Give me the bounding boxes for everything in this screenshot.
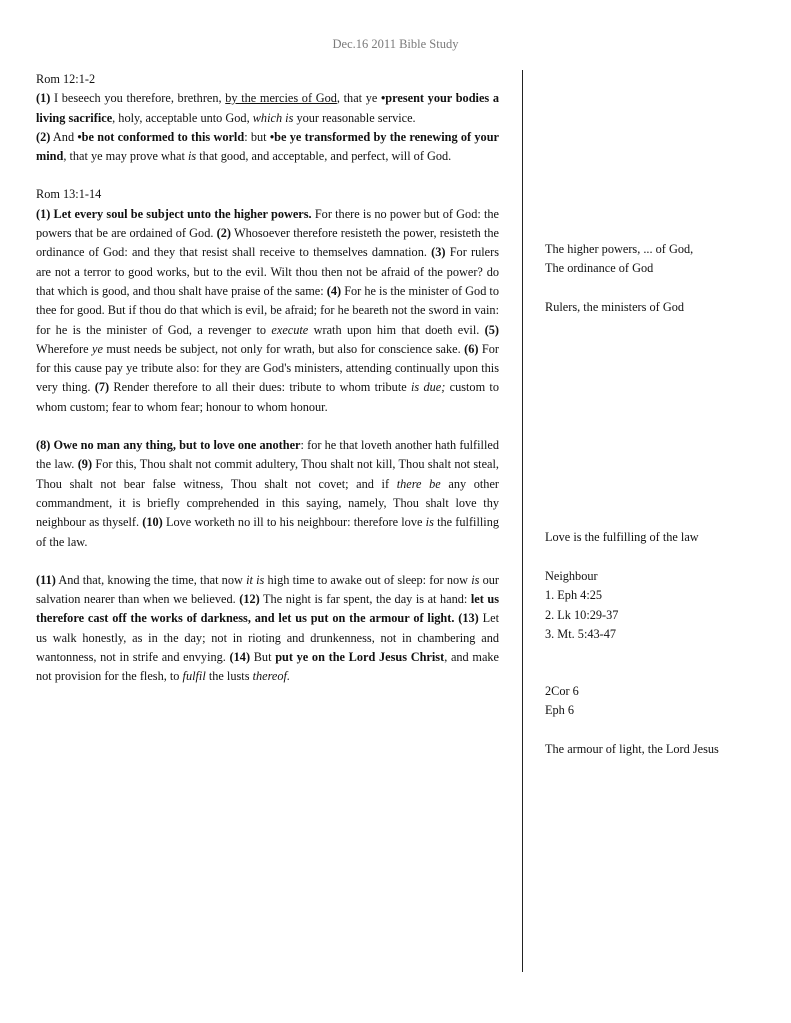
verse-text: Love worketh no ill to his neighbour: therefore love	[162, 515, 426, 530]
rom13-paragraph1	[36, 205, 499, 417]
verse-number: (2)	[216, 226, 231, 241]
italic-text: is	[187, 149, 197, 164]
italic-text: is due;	[410, 380, 446, 395]
rom13-paragraph2	[36, 436, 499, 552]
bold-text: •be ye transformed by the renewing of your mind	[36, 129, 499, 164]
verse-text: , holy, acceptable unto God,	[112, 110, 253, 125]
rom12-verse2	[36, 128, 499, 167]
side-note-line: 3. Mt. 5:43-47	[545, 626, 617, 641]
bold-text: let us therefore cast off the works of darkness, and let us put on the armour of light.	[36, 592, 500, 626]
side-note-line: 2Cor 6	[545, 684, 579, 698]
verse-text: Let us walk honestly, as in the day; not in rioting and drunkenness, not in chambering and wantonness, not in strife and envying.	[36, 611, 499, 665]
verse-text: For he is the minister of God to thee for good. But if thou do that which is evil, be afraid; for he beareth not the sword in vain: for he is the minister of God, a revenger to	[36, 283, 499, 337]
side-note-line: 1. Eph 4:25	[545, 588, 603, 603]
side-note-line: The ordinance of God	[545, 261, 654, 276]
verse-number: (11)	[36, 572, 56, 587]
side-note-line: Eph 6	[545, 703, 575, 718]
side-note-higher-powers	[545, 240, 757, 279]
italic-text: it is	[246, 572, 265, 587]
bold-text: Let every soul be subject unto the higher powers.	[50, 206, 312, 221]
verse-number: (10)	[142, 515, 163, 530]
side-note-line: The armour of light, the Lord Jesus	[545, 742, 719, 756]
rom13-paragraph3	[36, 571, 499, 687]
verse-text: Whosoever therefore resisteth the power, resisteth the ordinance of God: and they that resist shall receive to themselves damnation.	[36, 226, 499, 260]
bold-text: Owe no man any thing, but to love one another	[50, 438, 301, 453]
verse-text: For for this cause pay ye tribute also: for they are God's ministers, attending continually upon this very thing.	[36, 341, 499, 395]
side-note-rulers	[545, 298, 757, 317]
verse-text: custom to whom custom; fear to whom fear; honour to whom honour.	[36, 380, 499, 414]
rom12-reference: Rom 12:1-2	[36, 72, 96, 86]
verse-number: (14)	[229, 650, 251, 665]
bold-text: •be not conformed to this world	[77, 129, 245, 144]
rom13-reference: Rom 13:1-14	[36, 187, 102, 202]
verse-text: the fulfilling of the law.	[36, 515, 500, 549]
bold-text: put ye on the Lord Jesus Christ	[275, 650, 445, 665]
verse-text: the lusts	[205, 669, 253, 684]
italic-text: execute	[271, 322, 309, 337]
side-note-armour	[545, 740, 757, 759]
verse-text: I beseech you therefore, brethren,	[50, 91, 226, 106]
italic-text: ye	[92, 341, 103, 356]
italic-text: fulfil	[182, 669, 206, 684]
verse-text: For this, Thou shalt not commit adultery, Thou shalt not kill, Thou shalt not steal, Thou shalt not bear false witness, Thou shalt not covet; and if	[36, 457, 499, 491]
verse-text: high time to awake out of sleep: for now	[264, 572, 472, 587]
side-note-line: Neighbour	[545, 569, 598, 583]
verse-number: (5)	[484, 322, 499, 337]
italic-text: is	[425, 515, 434, 530]
verse-text: our salvation nearer than when we believed.	[36, 572, 500, 607]
verse-text: wrath upon him that doeth evil.	[308, 322, 485, 337]
underlined-text: by the mercies of God	[225, 91, 337, 106]
verse-text: : but	[244, 129, 270, 144]
rom12-verse1	[36, 89, 499, 128]
bold-text: •present your bodies a living sacrifice	[36, 91, 500, 125]
verse-number: (12)	[239, 592, 260, 607]
verse-number: (8)	[36, 438, 51, 453]
italic-text: is	[471, 572, 480, 587]
side-note-cross-refs	[545, 682, 757, 721]
verse-text: And that, knowing the time, that now	[55, 572, 247, 587]
verse-text: But	[250, 650, 276, 665]
verse-text: your reasonable service.	[293, 110, 416, 125]
verse-text: , that ye	[336, 91, 381, 106]
verse-text: , and make not provision for the flesh, to	[36, 650, 500, 684]
verse-text: that good, and acceptable, and perfect, will of God.	[196, 149, 452, 164]
verse-text: any other commandment, it is briefly comprehended in this saying, namely, Thou shalt love thy neighbour as thyself.	[36, 476, 499, 530]
verse-number: (13)	[458, 611, 479, 626]
verse-number: (1)	[36, 206, 51, 221]
side-note-neighbour	[545, 567, 757, 644]
verse-text: For there is no power but of God: the powers that be are ordained of God.	[36, 206, 499, 241]
verse-number: (7)	[94, 380, 110, 395]
verse-text: Wherefore	[36, 341, 92, 356]
verse-number: (2)	[36, 129, 51, 144]
page-header: Dec.16 2011 Bible Study	[332, 37, 459, 51]
italic-text: there be	[396, 476, 441, 491]
verse-number: (1)	[36, 91, 51, 106]
verse-text: : for he that loveth another hath fulfilled the law.	[36, 438, 499, 472]
side-note-line: The higher powers, ... of God,	[545, 242, 694, 256]
verse-text: , that ye may prove what	[63, 149, 188, 164]
side-note-line: Rulers, the ministers of God	[545, 300, 685, 314]
verse-text: Render therefore to all their dues: tribute to whom tribute	[109, 380, 411, 395]
verse-text: For rulers are not a terror to good works, but to the evil. Wilt thou then not be afraid of the power? do that which is good, and thou shalt have praise of the same:	[36, 245, 499, 298]
main-text-column	[36, 70, 499, 687]
column-divider	[522, 70, 523, 972]
verse-number: (4)	[326, 283, 342, 298]
verse-text: And	[50, 129, 78, 144]
italic-text: thereof.	[252, 669, 291, 684]
verse-text: must needs be subject, not only for wrath, but also for conscience sake.	[102, 341, 465, 356]
side-note-love	[545, 528, 757, 547]
verse-number: (3)	[431, 245, 446, 260]
side-note-line: Love is the fulfilling of the law	[545, 530, 699, 544]
verse-text: The night is far spent, the day is at hand:	[259, 592, 471, 607]
side-note-line: 2. Lk 10:29-37	[545, 607, 619, 622]
italic-text: which is	[252, 110, 294, 125]
verse-number: (6)	[464, 341, 479, 356]
verse-number: (9)	[77, 457, 93, 472]
